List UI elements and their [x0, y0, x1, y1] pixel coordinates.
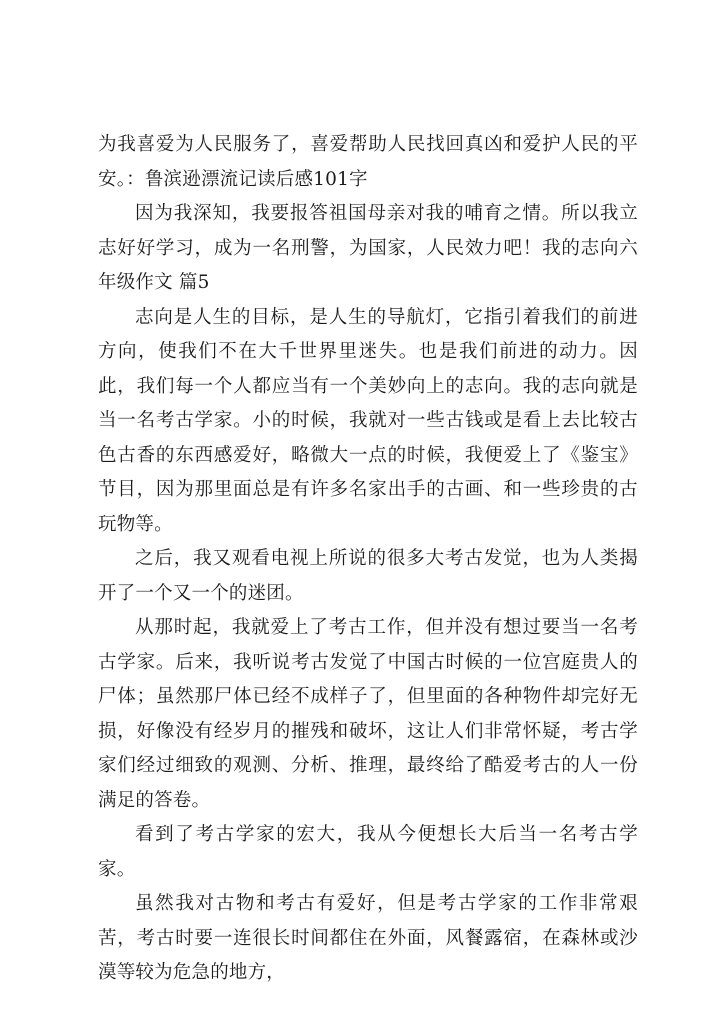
paragraph-2: 因为我深知，我要报答祖国母亲对我的哺育之情。所以我立志好好学习，成为一名刑警，为国家，人民效力吧！我的志向六年级作文 篇5 — [98, 203, 638, 293]
paragraph-6: 看到了考古学家的宏大，我从今便想长大后当一名考古学家。 — [98, 824, 638, 880]
document-body — [98, 128, 638, 991]
paragraph-3: 志向是人生的目标，是人生的导航灯，它指引着我们的前进方向，使我们不在大千世界里迷失。也是我们前进的动力。因此，我们每一个人都应当有一个美妙向上的志向。我的志向就是当一名考古学家。小的时候，我就对一些古钱或是看上去比较古色古香的东西感爱好，略微大一点的时候，我便爱上了《鉴宝》节目，因为那里面总是有许多名家出手的古画、和一些珍贵的古玩物等。 — [98, 306, 638, 535]
paragraph-5: 从那时起，我就爱上了考古工作，但并没有想过要当一名考古学家。后来，我听说考古发觉了中国古时候的一位宫庭贵人的尸体；虽然那尸体已经不成样子了，但里面的各种物件却完好无损，好像没有经岁月的摧残和破坏，这让人们非常怀疑，考古学家们经过细致的观测、分析、推理，最终给了酷爱考古的人一份满足的答卷。 — [98, 617, 638, 811]
paragraph-4: 之后，我又观看电视上所说的很多大考古发觉，也为人类揭开了一个又一个的迷团。 — [98, 548, 638, 604]
paragraph-7: 虽然我对古物和考古有爱好，但是考古学家的工作非常艰苦，考古时要一连很长时间都住在外面，风餐露宿，在森林或沙漠等较为危急的地方， — [98, 893, 638, 983]
paragraph-1: 为我喜爱为人民服务了，喜爱帮助人民找回真凶和爱护人民的平安。：鲁滨逊漂流记读后感101字 — [98, 134, 638, 190]
